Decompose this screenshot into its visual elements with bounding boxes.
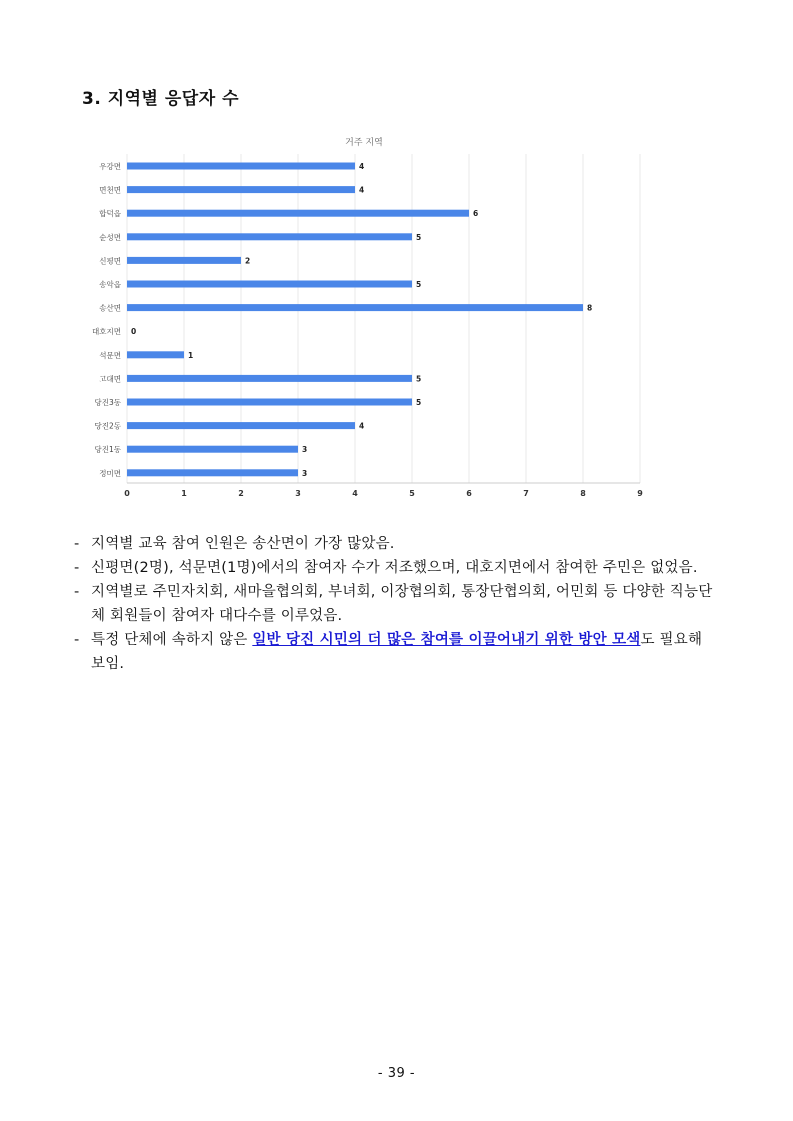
finding-emphasis: 일반 당진 시민의 더 많은 참여를 이끌어내기 위한 방안 모색 [252, 632, 641, 648]
finding-item [74, 580, 714, 628]
category-label: 송산면 [99, 303, 121, 313]
category-label: 면천면 [99, 185, 121, 195]
data-label: 6 [473, 209, 479, 219]
bullet-dash: - [74, 536, 80, 552]
bar [127, 210, 469, 217]
finding-item [74, 556, 714, 580]
bar [127, 399, 412, 406]
category-label: 신평면 [99, 256, 121, 266]
finding-text: 지역별로 주민자치회, 새마을협의회, 부녀회, 이장협의회, 통장단협의회, 어민회 등 다양한 직능단체 회원들이 참여자 대다수를 이루었음. [91, 584, 713, 624]
page-number: - 39 - [377, 1066, 416, 1081]
chart-title: 거주 지역 [345, 138, 383, 148]
bar [127, 257, 241, 264]
chart-canvas [84, 129, 644, 503]
findings-list [74, 532, 714, 676]
x-tick-label: 2 [238, 489, 244, 498]
category-label: 정미면 [99, 468, 121, 478]
category-label: 순성면 [99, 232, 121, 242]
bar [127, 351, 184, 358]
bar [127, 281, 412, 288]
category-label: 대호지면 [92, 327, 121, 337]
data-label: 5 [416, 280, 422, 289]
data-label: 5 [416, 374, 422, 384]
category-label: 당진1동 [94, 445, 121, 455]
category-label: 우강면 [99, 162, 121, 171]
category-label: 당진3동 [94, 398, 121, 407]
bar [127, 233, 412, 240]
bullet-dash: - [74, 560, 80, 576]
x-tick-label: 3 [295, 489, 301, 498]
bar [127, 469, 298, 476]
data-label: 5 [416, 232, 422, 242]
category-label: 합덕읍 [99, 209, 121, 219]
bar [127, 163, 355, 170]
finding-text-before: 특정 단체에 속하지 않은 [91, 632, 253, 648]
bar [127, 375, 412, 382]
category-label: 송악읍 [99, 280, 121, 289]
finding-text-after: 도 필요해 보임. [91, 632, 703, 672]
bar [127, 446, 298, 453]
category-label: 당진2동 [94, 421, 121, 431]
x-tick-label: 1 [181, 489, 187, 498]
x-tick-label: 9 [637, 489, 643, 498]
data-label: 4 [359, 162, 365, 171]
data-label: 5 [416, 398, 422, 407]
data-label: 1 [188, 350, 194, 360]
bar [127, 304, 583, 311]
x-tick-label: 4 [352, 489, 358, 498]
section-title: 3. 지역별 응답자 수 [82, 89, 239, 109]
category-label: 석문면 [99, 350, 121, 360]
data-label: 8 [587, 303, 593, 313]
data-label: 4 [359, 421, 365, 431]
bar [127, 186, 355, 193]
bar [127, 422, 355, 429]
finding-text: 지역별 교육 참여 인원은 송산면이 가장 많았음. [91, 536, 395, 552]
x-tick-label: 0 [124, 489, 130, 498]
finding-text: 신평면(2명), 석문면(1명)에서의 참여자 수가 저조했으며, 대호지면에서 참여한 주민은 없었음. [91, 560, 698, 576]
data-label: 3 [302, 445, 308, 455]
bullet-dash: - [74, 632, 80, 648]
finding-item [74, 532, 714, 556]
data-label: 0 [131, 327, 137, 337]
x-tick-label: 6 [466, 489, 472, 498]
x-tick-label: 7 [523, 489, 529, 498]
x-tick-label: 8 [580, 489, 586, 498]
data-label: 3 [302, 468, 308, 478]
category-label: 고대면 [99, 374, 121, 384]
x-tick-label: 5 [409, 489, 415, 498]
region-bar-chart [84, 129, 644, 503]
bullet-dash: - [74, 584, 80, 600]
data-label: 4 [359, 185, 365, 195]
finding-item [74, 628, 714, 676]
data-label: 2 [245, 256, 251, 266]
